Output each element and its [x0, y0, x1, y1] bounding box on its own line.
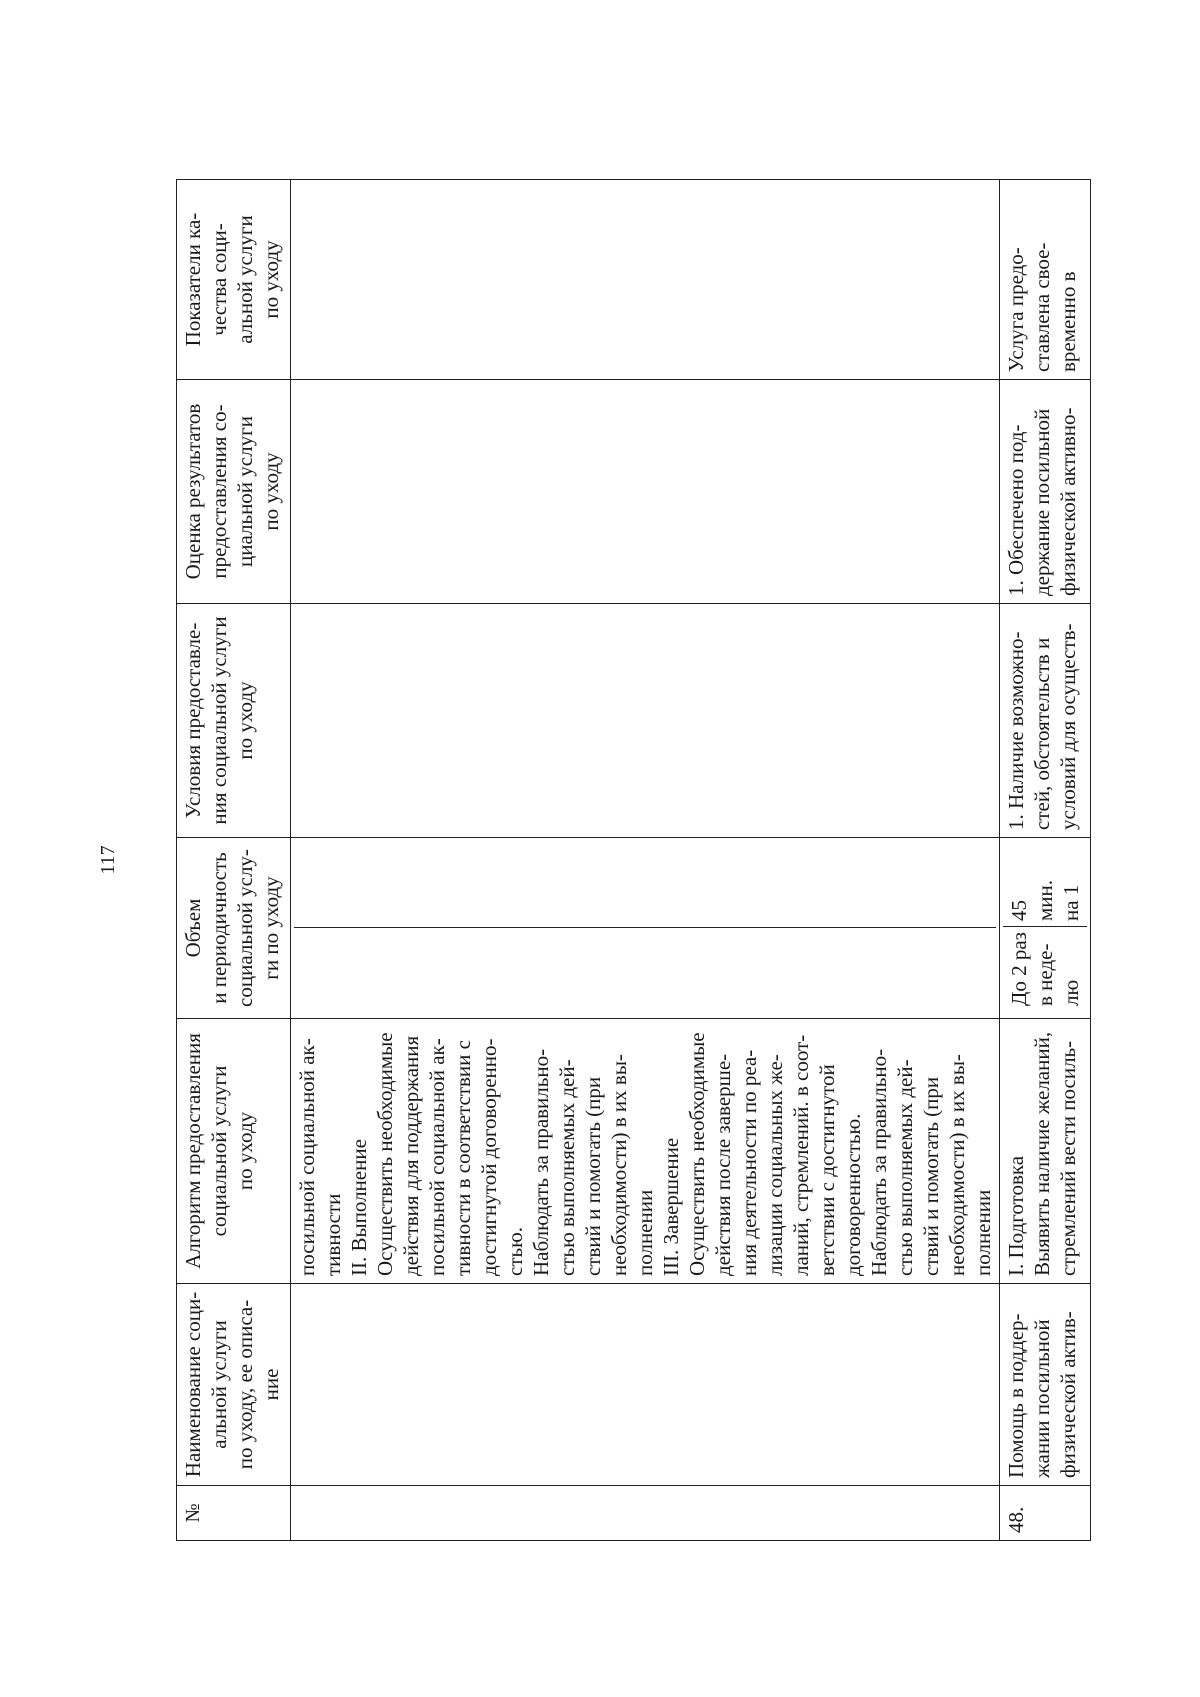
volume-subcells	[294, 845, 996, 1011]
header-line: предоставления со-	[207, 404, 231, 579]
header-line: циальной услуги	[233, 416, 257, 567]
algorithm-line: Выявить наличие желаний,	[1030, 1031, 1054, 1276]
row48-algorithm	[1000, 1019, 1091, 1284]
header-line: ние	[259, 1368, 283, 1401]
cont-quality-cell	[291, 180, 1000, 380]
row48-name	[1000, 1284, 1091, 1486]
conditions-line: условий для осуществ-	[1056, 623, 1080, 830]
name-line: Помощь в поддер-	[1004, 1313, 1028, 1478]
algorithm-line: Наблюдать за правильно-	[867, 1048, 891, 1276]
duration-subcell	[294, 845, 996, 929]
evaluation-line: держание посильной	[1030, 408, 1054, 596]
header-line: Алгоритм предоставления	[181, 1033, 205, 1269]
header-quality	[177, 180, 291, 380]
algorithm-line: договоренностью.	[841, 1113, 865, 1276]
evaluation-line: физической активно-	[1056, 407, 1080, 596]
cont-num-cell	[291, 1486, 1000, 1541]
algorithm-line: ствий и помогать (при	[581, 1076, 605, 1276]
header-line: по уходу	[233, 1111, 257, 1191]
cont-volume-cell	[291, 838, 1000, 1019]
service-row-48	[1000, 180, 1091, 1541]
algorithm-line: Осуществить необходимые	[373, 1032, 397, 1276]
row48-num	[1000, 1486, 1091, 1541]
quality-line: временно в	[1056, 271, 1080, 372]
duration-subcell	[1003, 845, 1087, 927]
algorithm-line: действия для поддержания	[399, 1035, 423, 1276]
algorithm-line: полнении	[971, 1189, 995, 1276]
row-number: 48.	[1004, 1506, 1028, 1533]
header-line: Наименование соци-	[181, 1291, 205, 1478]
header-line: чества соци-	[207, 223, 231, 336]
quality-line: Услуга предо-	[1004, 247, 1028, 372]
algorithm-line: стью выполняемых дей-	[893, 1059, 917, 1276]
algorithm-line: необходимости) в их вы-	[945, 1054, 969, 1276]
algorithm-line: Осуществить необходимые	[685, 1032, 709, 1276]
cont-name-cell	[291, 1284, 1000, 1486]
algorithm-line: I. Подготовка	[1004, 1155, 1028, 1276]
algorithm-line: достигнутой договоренно-	[477, 1038, 501, 1276]
algorithm-line: тивности в соответствии с	[451, 1040, 475, 1276]
header-algorithm	[177, 1019, 291, 1284]
services-table	[176, 179, 1091, 1541]
row48-volume	[1000, 838, 1091, 1019]
header-line: Показатели ка-	[181, 212, 205, 347]
frequency-line: лю	[1059, 979, 1083, 1006]
algorithm-line: III. Завершение	[659, 1137, 683, 1276]
header-conditions	[177, 604, 291, 838]
algorithm-line: стью.	[503, 1226, 527, 1276]
conditions-line: 1. Наличие возможно-	[1004, 631, 1028, 830]
header-evaluation	[177, 380, 291, 604]
header-line: и периодичность	[207, 852, 231, 1004]
header-num: №	[177, 1486, 291, 1541]
duration-line: на 1	[1059, 884, 1083, 922]
algorithm-line: полнении	[633, 1189, 657, 1276]
quality-line: ставлена свое-	[1030, 242, 1054, 372]
row48-evaluation	[1000, 380, 1091, 604]
header-volume	[177, 838, 291, 1019]
algorithm-line: II. Выполнение	[347, 1139, 371, 1276]
name-line: физической актив-	[1056, 1311, 1080, 1478]
continuation-row	[291, 180, 1000, 1541]
frequency-subcell	[294, 929, 996, 1012]
cont-evaluation-cell	[291, 380, 1000, 604]
row48-quality	[1000, 180, 1091, 380]
header-line: ги по уходу	[259, 876, 283, 980]
header-line: Условия предоставле-	[181, 622, 205, 819]
row48-conditions	[1000, 604, 1091, 838]
frequency-subcell	[1003, 927, 1087, 1011]
frequency-line: До 2 раз	[1007, 932, 1031, 1006]
algorithm-line: ствий и помогать (при	[919, 1076, 943, 1276]
header-line: ния социальной услуги	[207, 616, 231, 825]
algorithm-line: ния деятельности по реа-	[737, 1049, 761, 1276]
frequency-line: в неде-	[1033, 943, 1057, 1006]
conditions-line: стей, обстоятельств и	[1030, 637, 1054, 830]
name-line: жании посильной	[1030, 1319, 1054, 1478]
algorithm-line: ланий, стремлений. в соот-	[789, 1034, 813, 1276]
algorithm-line: действия после заверше-	[711, 1053, 735, 1276]
header-line: альной услуги	[207, 1320, 231, 1449]
header-line: по уходу, ее описа-	[233, 1299, 257, 1470]
algorithm-line: необходимости) в их вы-	[607, 1054, 631, 1276]
header-line: альной услуги	[233, 215, 257, 344]
header-line: по уходу	[259, 240, 283, 319]
algorithm-line: лизации социальных же-	[763, 1054, 787, 1276]
algorithm-line: тивности	[321, 1193, 345, 1276]
header-name	[177, 1284, 291, 1486]
header-row	[177, 180, 291, 1541]
header-line: Оценка результатов	[181, 403, 205, 580]
volume-subcells	[1003, 845, 1087, 1011]
algorithm-line: посильной социальной ак-	[425, 1038, 449, 1276]
cont-conditions-cell	[291, 604, 1000, 838]
header-line: по уходу	[259, 452, 283, 531]
rotated-table-container	[176, 180, 1091, 1541]
algorithm-line: ветствии с достигнутой	[815, 1064, 839, 1276]
algorithm-line: стью выполняемых дей-	[555, 1059, 579, 1276]
header-line: социальной услуги	[207, 1065, 231, 1237]
header-line: Объем	[181, 898, 205, 958]
evaluation-line: 1. Обеспечено под-	[1004, 424, 1028, 596]
cont-algorithm-cell	[291, 1019, 1000, 1284]
algorithm-line: стремлений вести посиль-	[1056, 1040, 1080, 1276]
algorithm-line: Наблюдать за правильно-	[529, 1048, 553, 1276]
duration-line: 45	[1007, 900, 1031, 922]
header-line: социальной услу-	[233, 849, 257, 1007]
header-line: по уходу	[233, 681, 257, 760]
page-number: 117	[97, 845, 119, 875]
algorithm-line: посильной социальной ак-	[295, 1038, 319, 1276]
duration-line: мин.	[1033, 880, 1057, 922]
